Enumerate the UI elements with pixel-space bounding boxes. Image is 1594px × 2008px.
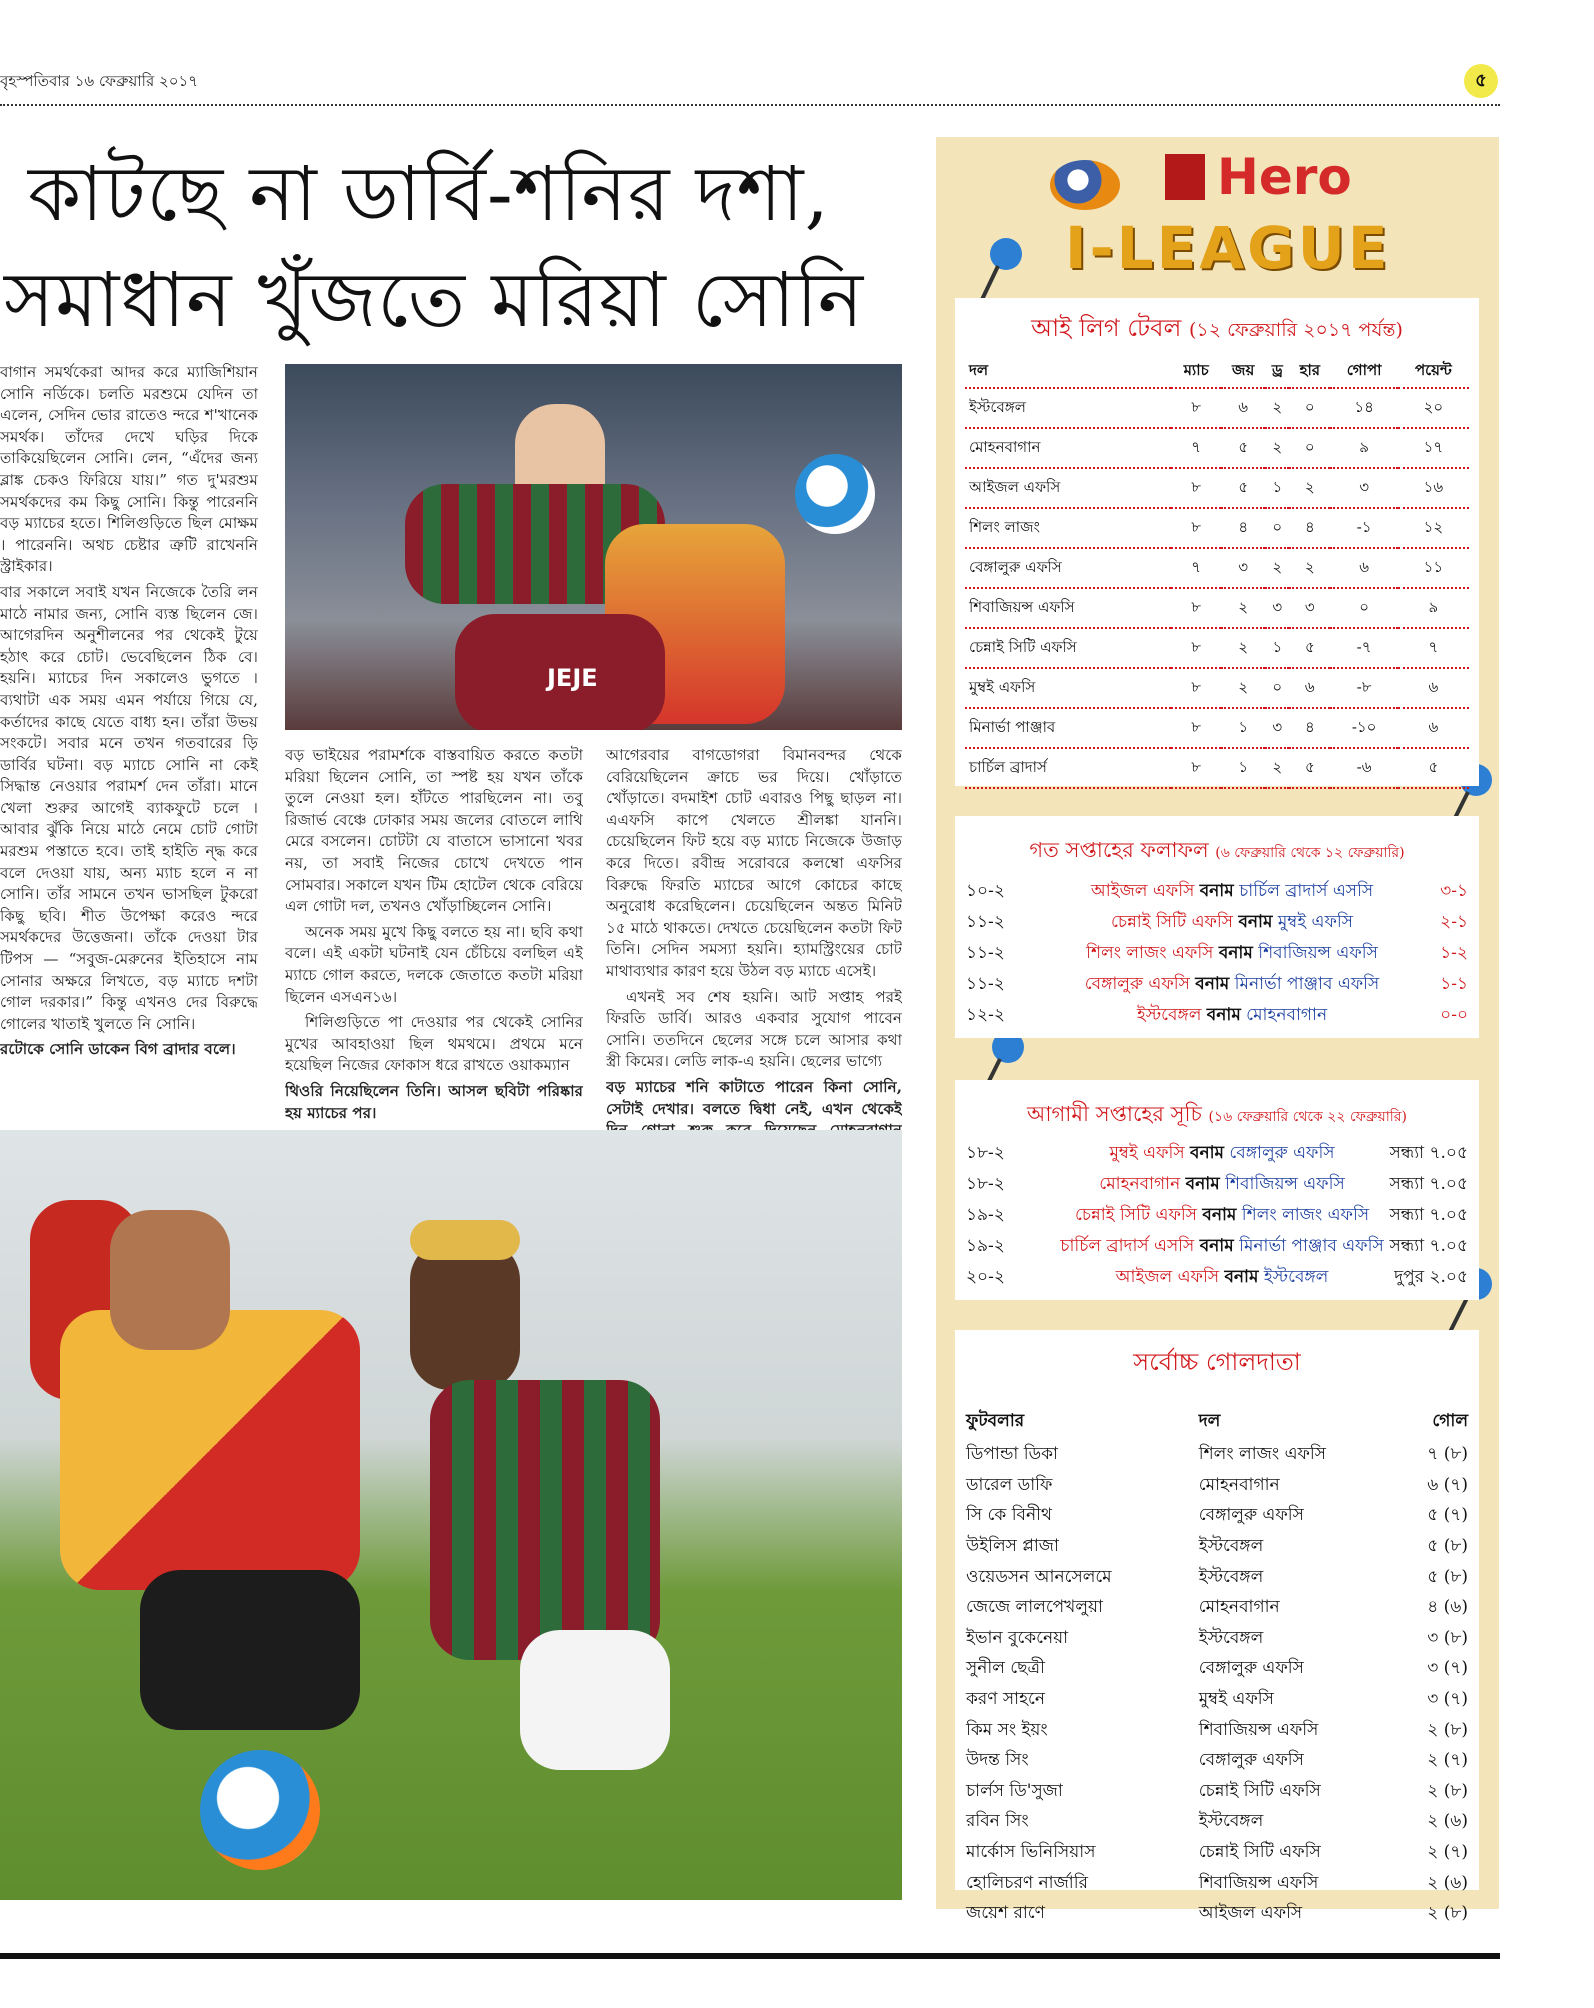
scorers-column-header: গোল xyxy=(1432,1411,1468,1431)
team-name: আইজল এফসি xyxy=(965,468,1171,508)
stat-cell: ০ xyxy=(1265,508,1289,548)
stat-cell: ৮ xyxy=(1171,628,1221,668)
match-date: ১১-২ xyxy=(966,942,1005,963)
away-team: শিবাজিয়ন্স এফসি xyxy=(1258,942,1378,963)
team-name: মোহনবাগান xyxy=(965,428,1171,468)
match-date: ১৮-২ xyxy=(966,1142,1005,1163)
match-teams xyxy=(1057,1138,1387,1169)
team-name: ইস্টবেঙ্গল xyxy=(965,388,1171,428)
stat-cell: ৩ xyxy=(1265,588,1289,628)
match-teams xyxy=(1057,1169,1387,1200)
scorer-row xyxy=(965,1746,1469,1777)
home-team: আইজল এফসি xyxy=(1115,1266,1220,1287)
match-teams xyxy=(1057,1200,1387,1231)
match-teams xyxy=(1057,876,1407,907)
results-subtitle: (৬ ফেব্রুয়ারি থেকে ১২ ফেব্রুয়ারি) xyxy=(1215,845,1405,861)
stat-cell: ৭ xyxy=(1398,628,1469,668)
league-table-column-header: দল xyxy=(965,355,1171,388)
stat-cell: ১৭ xyxy=(1398,428,1469,468)
player-team: শিবাজিয়ন্স এফসি xyxy=(1198,1872,1319,1893)
stat-cell: ২ xyxy=(1265,388,1289,428)
player-team: চেন্নাই সিটি এফসি xyxy=(1198,1780,1321,1801)
player-shorts xyxy=(520,1630,670,1770)
header-divider xyxy=(0,104,1500,106)
stat-cell: -৭ xyxy=(1330,628,1397,668)
player-name: রবিন সিং xyxy=(966,1811,1029,1832)
player-team: শিলং লাজং এফসি xyxy=(1198,1444,1327,1465)
versus-label: বনাম xyxy=(1195,973,1230,994)
home-team: বেঙ্গালুরু এফসি xyxy=(1084,973,1190,994)
table-row xyxy=(965,508,1469,548)
table-row xyxy=(965,468,1469,508)
table-row xyxy=(965,668,1469,708)
player-name: জেজে লালপেখলুয়া xyxy=(966,1597,1103,1618)
football xyxy=(200,1750,320,1870)
league-table xyxy=(965,355,1469,789)
league-table-heading xyxy=(955,310,1479,350)
home-team: ইস্টবেঙ্গল xyxy=(1136,1004,1202,1025)
stat-cell: ১৬ xyxy=(1398,468,1469,508)
fixture-row xyxy=(965,1138,1469,1169)
home-team: চেন্নাই সিটি এফসি xyxy=(1111,911,1234,932)
away-team: মিনার্ভা পাঞ্জাব এফসি xyxy=(1234,973,1380,994)
scorer-row xyxy=(965,1868,1469,1899)
match-date: ১০-২ xyxy=(966,880,1005,901)
match-date: ১২-২ xyxy=(966,1004,1005,1025)
scorer-row xyxy=(965,1838,1469,1869)
league-table-subtitle: (১২ ফেব্রুয়ারি ২০১৭ পর্যন্ত) xyxy=(1188,319,1403,341)
i-league-ball-logo xyxy=(1050,160,1120,210)
player-name: সি কে বিনীথ xyxy=(966,1505,1053,1526)
goal-count: ৬ (৭) xyxy=(1427,1474,1468,1495)
table-row xyxy=(965,748,1469,788)
table-row xyxy=(965,588,1469,628)
football xyxy=(795,454,875,534)
scorer-row xyxy=(965,1715,1469,1746)
page-number: ৫ xyxy=(1464,64,1498,98)
match-score: ১-২ xyxy=(1440,942,1468,963)
home-team: আইজল এফসি xyxy=(1090,880,1195,901)
versus-label: বনাম xyxy=(1199,880,1234,901)
player-eastbengal xyxy=(60,1310,360,1590)
stat-cell: ৬ xyxy=(1289,668,1330,708)
away-team: শিবাজিয়ন্স এফসি xyxy=(1225,1173,1345,1194)
player-team: ইস্টবেঙ্গল xyxy=(1198,1627,1264,1648)
fixture-row xyxy=(965,1200,1469,1231)
team-name: বেঙ্গালুরু এফসি xyxy=(965,548,1171,588)
stat-cell: ৩ xyxy=(1330,468,1397,508)
team-name: চেন্নাই সিটি এফসি xyxy=(965,628,1171,668)
stat-cell: ২ xyxy=(1265,428,1289,468)
scorer-row xyxy=(965,1685,1469,1716)
stat-cell: ৮ xyxy=(1171,388,1221,428)
player-shorts xyxy=(140,1570,360,1730)
versus-label: বনাম xyxy=(1199,1235,1234,1256)
result-row xyxy=(965,876,1469,907)
goal-count: ২ (৬) xyxy=(1427,1872,1468,1893)
stat-cell: ১ xyxy=(1265,628,1289,668)
scorer-row xyxy=(965,1501,1469,1532)
stat-cell: ৪ xyxy=(1289,508,1330,548)
versus-label: বনাম xyxy=(1202,1204,1237,1225)
stat-cell: ৮ xyxy=(1171,668,1221,708)
scorer-row xyxy=(965,1562,1469,1593)
stat-cell: ৯ xyxy=(1398,588,1469,628)
table-row xyxy=(965,628,1469,668)
stat-cell: ২ xyxy=(1221,628,1265,668)
stat-cell: ০ xyxy=(1265,668,1289,708)
kickoff-time: সন্ধ্যা ৭.০৫ xyxy=(1389,1142,1468,1163)
top-scorers-title: সর্বোচ্চ গোলদাতা xyxy=(1133,1348,1301,1376)
result-row xyxy=(965,938,1469,969)
stat-cell: ২ xyxy=(1221,588,1265,628)
match-teams xyxy=(1057,1231,1387,1262)
league-table-column-header: ড্র xyxy=(1265,355,1289,388)
table-row xyxy=(965,428,1469,468)
stat-cell: ২ xyxy=(1221,668,1265,708)
stat-cell: ২ xyxy=(1265,748,1289,788)
stat-cell: ৮ xyxy=(1171,748,1221,788)
stat-cell: ০ xyxy=(1289,428,1330,468)
player-team: মোহনবাগান xyxy=(1198,1597,1280,1618)
i-league-wordmark: I-LEAGUE xyxy=(1065,214,1391,282)
match-score: ১-১ xyxy=(1440,973,1468,994)
player-name: ইভান বুকেনেয়া xyxy=(966,1627,1069,1648)
team-name: চার্চিল ব্রাদার্স xyxy=(965,748,1171,788)
kickoff-time: সন্ধ্যা ৭.০৫ xyxy=(1389,1173,1468,1194)
article-paragraph: বার সকালে সবাই যখন নিজেকে তৈরি লন মাঠে নামার জন্য, সোনি ব্যস্ত ছিলেন জে। আগেরদিন অনুশীলনের পর থেকেই টুয়ে হঠাৎ করে চোট। ভেবেছিলেন ঠিক বে। হয়নি। ম্যাচের দিন সকালেও ভুগতে । ব্যথাটা এক সময় এমন পর্যায়ে গিয়ে যে, কর্তাদের কাছে যেতে বাধ্য হন। তাঁরা উভয় সংকটে। সবার মনে তখন গতবারের ড়ি ডার্বির ঘটনা। বড় ম্যাচে সোনি না কেই সিদ্ধান্ত নেওয়ার পরামর্শ দেন তাঁরা। মানে খেলা শুরুর আগেই ব্যাকফুটে চলে । আবার ঝুঁকি নিয়ে মাঠে নেমে চোট গোটা মরশুম পস্তাতে হবে। তাই হাইতি ন্দ্ধ করে বলে দেওয়া যায়, অন্য ম্যাচ হলে ন না সোনি। তাঁর সামনে তখন ভাসছিল টুকরো কিছু ছবি। শীত উপেক্ষা করেও ন্দরে সমর্থকদের উত্তেজনা। তাঁকে দেওয়া টার টিপস — “সবুজ-মেরুনের ইতিহাসে নাম সোনার অক্ষরে লিখতে, বড় ম্যাচে দশটা গোল দরকার।” কিন্তু এখনও দের বিরুদ্ধে গোলের খাতাই খুলতে নি সোনি। xyxy=(0,582,258,1033)
stat-cell: ৬ xyxy=(1398,708,1469,748)
goal-count: ৫ (৮) xyxy=(1427,1536,1468,1557)
match-score: ২-১ xyxy=(1440,911,1468,932)
fixture-row xyxy=(965,1262,1469,1293)
goal-count: ৩ (৭) xyxy=(1427,1658,1468,1679)
stat-cell: ৩ xyxy=(1265,708,1289,748)
article-paragraph: শিলিগুড়িতে পা দেওয়ার পর থেকেই সোনির মুখের আবহাওয়া ছিল থমথমে। প্রথমে মনে হয়েছিল নিজের ফোকাস ধরে রাখতে ওয়াকম্যান xyxy=(285,1013,583,1075)
scorer-row xyxy=(965,1624,1469,1655)
match-date: ২০-২ xyxy=(966,1266,1005,1287)
top-scorers-table xyxy=(965,1404,1469,1930)
headline-line-2: সমাধান খুঁজতে মরিয়া সোনি xyxy=(4,255,865,344)
player-mohunbagan xyxy=(430,1380,660,1660)
scorers-column-header: ফুটবলার xyxy=(966,1411,1025,1431)
stat-cell: ২ xyxy=(1265,548,1289,588)
table-row xyxy=(965,548,1469,588)
fixtures-heading xyxy=(955,1098,1479,1133)
stat-cell: ৫ xyxy=(1289,748,1330,788)
player-name: উইলিস প্লাজা xyxy=(966,1536,1059,1557)
league-table-column-header: গোপা xyxy=(1330,355,1397,388)
stat-cell: ৪ xyxy=(1221,508,1265,548)
match-score: ০-০ xyxy=(1440,1004,1468,1025)
team-name: শিলং লাজং xyxy=(965,508,1171,548)
stat-cell: ৬ xyxy=(1330,548,1397,588)
stat-cell: ৬ xyxy=(1398,668,1469,708)
stat-cell: ৫ xyxy=(1221,468,1265,508)
player-team: শিবাজিয়ন্স এফসি xyxy=(1198,1719,1319,1740)
article-paragraph: এখনই সব শেষ হয়নি। আট সপ্তাহ পরই ফিরতি ডার্বি। আরও একবার সুযোগ পাবেন সোনি। ততদিনে ছেলের সঙ্গে চলে আসার কথা স্ত্রী কিমের। লেডি লাক-এ হয়নি। ছেলের ভাগ্যে xyxy=(606,987,902,1071)
goal-count: ২ (৮) xyxy=(1427,1719,1468,1740)
goal-count: ৩ (৮) xyxy=(1427,1627,1468,1648)
stat-cell: ৩ xyxy=(1221,548,1265,588)
match-date: ১৮-২ xyxy=(966,1173,1005,1194)
stat-cell: ৮ xyxy=(1171,508,1221,548)
versus-label: বনাম xyxy=(1206,1004,1241,1025)
stat-cell: ১ xyxy=(1221,708,1265,748)
player-team: বেঙ্গালুরু এফসি xyxy=(1198,1505,1304,1526)
result-row xyxy=(965,907,1469,938)
scorer-row xyxy=(965,1532,1469,1563)
stat-cell: ২০ xyxy=(1398,388,1469,428)
league-table-column-header: জয় xyxy=(1221,355,1265,388)
away-team: চার্চিল ব্রাদার্স এসসি xyxy=(1239,880,1374,901)
player-team: মোহনবাগান xyxy=(1198,1474,1280,1495)
stat-cell: ১ xyxy=(1265,468,1289,508)
match-date: ১১-২ xyxy=(966,911,1005,932)
goal-count: ৪ (৬) xyxy=(1427,1597,1468,1618)
results-title: গত সপ্তাহের ফলাফল xyxy=(1029,838,1209,862)
stat-cell: ৭ xyxy=(1171,428,1221,468)
player-name: চার্লস ডি'সুজা xyxy=(966,1780,1063,1801)
article-paragraph: আগেরবার বাগডোগরা বিমানবন্দর থেকে বেরিয়েছিলেন ক্রাচে ভর দিয়ে। খোঁড়াতে খোঁড়াতে। বদমাইশ চোট এবারও পিছু ছাড়ল না। এএফসি কাপে খেলতে শ্রীলঙ্কা যাননি। চেয়েছিলেন ফিট হয়ে বড় ম্যাচে নিজেকে উজাড় করে দিতে। রবীন্দ্র সরোবরে কলম্বো এফসির বিরুদ্ধে ফিরতি ম্যাচের আগে কোচের কাছে অনুরোধ করেছিলেন। চেয়েছিলেন অন্তত মিনিট ১৫ মাঠে থাকতে। দেখতে চেয়েছিলেন কতটা ফিট তিনি। সেদিন সমস্যা হয়নি। হ্যামস্ট্রিংয়ের চোট মাথাব্যথার কারণ হয়ে উঠল বড় ম্যাচে এসেই। xyxy=(606,746,902,980)
away-team: মুম্বই এফসি xyxy=(1277,911,1353,932)
article-column-3 xyxy=(606,745,902,1165)
fixtures-table xyxy=(965,1138,1469,1293)
player-team: চেন্নাই সিটি এফসি xyxy=(1198,1842,1321,1863)
team-name: মুম্বই এফসি xyxy=(965,668,1171,708)
stat-cell: ৬ xyxy=(1221,388,1265,428)
article-bold-line: থিওরি নিয়েছিলেন তিনি। আসল ছবিটা পরিষ্কার হয় ম্যাচের পর। xyxy=(285,1081,583,1122)
article-paragraph: বড় ভাইয়ের পরামর্শকে বাস্তবায়িত করতে কতটা মরিয়া ছিলেন সোনি, তা স্পষ্ট হয় যখন তাঁকে তুলে নেওয়া হল। হাঁটতে পারছিলেন না। তবু রিজার্ভ বেঞ্চে ঢোকার সময় জলের বোতলে লাথি মেরে বসলেন। চোটটা যে বাতাসে ভাসানো খবর নয়, তা সবাই নিজের চোখে দেখতে পান সোমবার। সকালে যখন টিম হোটেল থেকে বেরিয়ে এল গোটা দল, তখনও খোঁড়াচ্ছিলেন সোনি। xyxy=(285,746,583,916)
result-row xyxy=(965,1000,1469,1031)
home-team: মুম্বই এফসি xyxy=(1109,1142,1185,1163)
fixtures-subtitle: (১৬ ফেব্রুয়ারি থেকে ২২ ফেব্রুয়ারি) xyxy=(1208,1109,1407,1125)
league-table-column-header: পয়েন্ট xyxy=(1398,355,1469,388)
scorer-row xyxy=(965,1593,1469,1624)
match-date: ১১-২ xyxy=(966,973,1005,994)
match-photo-derby-header xyxy=(285,364,902,730)
stat-cell: ৭ xyxy=(1171,548,1221,588)
stat-cell: ৫ xyxy=(1289,628,1330,668)
goal-count: ৫ (৭) xyxy=(1427,1505,1468,1526)
versus-label: বনাম xyxy=(1185,1173,1220,1194)
kickoff-time: সন্ধ্যা ৭.০৫ xyxy=(1389,1204,1468,1225)
player-name: মার্কোস ভিনিসিয়াস xyxy=(966,1842,1096,1863)
article-bold-line: রটোকে সোনি ডাকেন বিগ ব্রাদার বলে। xyxy=(0,1040,236,1059)
results-table xyxy=(965,876,1469,1031)
versus-label: বনাম xyxy=(1224,1266,1259,1287)
player-team: বেঙ্গালুরু এফসি xyxy=(1198,1658,1304,1679)
match-teams xyxy=(1057,907,1407,938)
goal-count: ২ (৮) xyxy=(1427,1903,1468,1924)
article-column-2 xyxy=(285,745,583,1165)
league-table-header xyxy=(965,355,1469,388)
stat-cell: ১২ xyxy=(1398,508,1469,548)
home-team: শিলং লাজং এফসি xyxy=(1086,942,1214,963)
stat-cell: ১ xyxy=(1221,748,1265,788)
stat-cell: ০ xyxy=(1289,388,1330,428)
player-head xyxy=(410,1240,520,1390)
hero-mark-icon xyxy=(1165,154,1205,200)
player-name: জয়েশ রাণে xyxy=(966,1903,1045,1924)
match-date: ১৯-২ xyxy=(966,1235,1005,1256)
stat-cell: ১১ xyxy=(1398,548,1469,588)
article-column-1 xyxy=(0,362,258,1152)
stat-cell: -১০ xyxy=(1330,708,1397,748)
scorer-row xyxy=(965,1899,1469,1930)
match-photo-duel xyxy=(0,1130,902,1900)
player-team: আইজল এফসি xyxy=(1198,1903,1303,1924)
away-team: ইস্টবেঙ্গল xyxy=(1263,1266,1329,1287)
versus-label: বনাম xyxy=(1218,942,1253,963)
match-score: ৩-১ xyxy=(1440,880,1468,901)
stat-cell: -৮ xyxy=(1330,668,1397,708)
table-row xyxy=(965,388,1469,428)
team-name: মিনার্ভা পাঞ্জাব xyxy=(965,708,1171,748)
player-name: ডিপান্ডা ডিকা xyxy=(966,1444,1058,1465)
match-teams xyxy=(1057,938,1407,969)
scorers-column-header: দল xyxy=(1198,1411,1221,1431)
goal-count: ২ (৭) xyxy=(1427,1750,1468,1771)
match-teams xyxy=(1057,969,1407,1000)
stat-cell: ৯ xyxy=(1330,428,1397,468)
stat-cell: ২ xyxy=(1289,548,1330,588)
table-row xyxy=(965,708,1469,748)
player-head xyxy=(110,1210,230,1350)
player-team: ইস্টবেঙ্গল xyxy=(1198,1566,1264,1587)
jersey-name: JEJE xyxy=(547,664,598,692)
goal-count: ৫ (৮) xyxy=(1427,1566,1468,1587)
stat-cell: -১ xyxy=(1330,508,1397,548)
player-team: মুম্বই এফসি xyxy=(1198,1689,1274,1710)
player-team: বেঙ্গালুরু এফসি xyxy=(1198,1750,1304,1771)
goal-count: ২ (৬) xyxy=(1427,1811,1468,1832)
article-bold-line: বড় ম্যাচের শনি কাটাতে পারেন কিনা সোনি, সেটাই দেখার। বলতে দ্বিধা নেই, এখন থেকেই xyxy=(606,1077,902,1118)
home-team: মোহনবাগান xyxy=(1099,1173,1181,1194)
issue-date: বৃহস্পতিবার ১৬ ফেব্রুয়ারি ২০১৭ xyxy=(0,72,198,90)
player-name: কিম সং ইয়ং xyxy=(966,1719,1048,1740)
match-teams xyxy=(1057,1000,1407,1031)
top-scorers-header xyxy=(965,1404,1469,1440)
scorer-row xyxy=(965,1654,1469,1685)
player-name: করণ সাহনে xyxy=(966,1689,1045,1710)
scorer-row xyxy=(965,1440,1469,1471)
stat-cell: ৮ xyxy=(1171,708,1221,748)
result-row xyxy=(965,969,1469,1000)
stat-cell: ১৪ xyxy=(1330,388,1397,428)
goal-count: ৩ (৭) xyxy=(1427,1689,1468,1710)
versus-label: বনাম xyxy=(1190,1142,1224,1163)
league-table-column-header: ম্যাচ xyxy=(1171,355,1221,388)
stat-cell: ৩ xyxy=(1289,588,1330,628)
kickoff-time: দুপুর ২.০৫ xyxy=(1394,1266,1468,1287)
player-name: সুনীল ছেত্রী xyxy=(966,1658,1045,1679)
away-team: শিলং লাজং এফসি xyxy=(1241,1204,1370,1225)
stat-cell: ৪ xyxy=(1289,708,1330,748)
scorer-row xyxy=(965,1471,1469,1502)
home-team: চেন্নাই সিটি এফসি xyxy=(1074,1204,1197,1225)
goal-count: ২ (৭) xyxy=(1427,1842,1468,1863)
team-name: শিবাজিয়ন্স এফসি xyxy=(965,588,1171,628)
stat-cell: ৮ xyxy=(1171,468,1221,508)
stat-cell: ৫ xyxy=(1221,428,1265,468)
versus-label: বনাম xyxy=(1238,911,1273,932)
hero-logo xyxy=(1165,148,1352,206)
match-date: ১৯-২ xyxy=(966,1204,1005,1225)
headline-line-1: কাটছে না ডার্বি-শনির দশা, xyxy=(28,149,830,238)
article-paragraph: বাগান সমর্থকেরা আদর করে ম্যাজিশিয়ান সোনি নর্ডিকে। চলতি মরশুমে যেদিন তা এলেন, সেদিন ভোর রাতেও ন্দরে শ'খানেক সমর্থক। তাঁদের দেখে ঘড়ির দিকে তাকিয়েছিলেন সোনি। লেন, “এঁদের জন্য ব্লাঙ্ক চেকও ফিরিয়ে যায়।” গত দু'মরশুম সমর্থকদের কম কিছু সোনি। কিন্তু পারেননি বড় ম্যাচের হতে। শিলিগুড়িতে ছিল মোক্ষম । পারেননি। অথচ চেষ্টার ত্রুটি রাখেননি স্ট্রাইকার। xyxy=(0,363,258,576)
player-name: উদন্ত সিং xyxy=(966,1750,1029,1771)
footer-rule xyxy=(0,1953,1500,1959)
kickoff-time: সন্ধ্যা ৭.০৫ xyxy=(1389,1235,1468,1256)
stat-cell: ৫ xyxy=(1398,748,1469,788)
fixture-row xyxy=(965,1231,1469,1262)
results-heading xyxy=(955,834,1479,869)
league-table-title: আই লিগ টেবল xyxy=(1031,314,1182,342)
player-hair xyxy=(410,1220,520,1260)
hero-wordmark: Hero xyxy=(1217,148,1352,206)
scorer-row xyxy=(965,1807,1469,1838)
stat-cell: -৬ xyxy=(1330,748,1397,788)
scorer-row xyxy=(965,1777,1469,1808)
league-table-column-header: হার xyxy=(1289,355,1330,388)
player-name: ডারেল ডাফি xyxy=(966,1474,1053,1495)
article-paragraph: অনেক সময় মুখে কিছু বলতে হয় না। ছবি কথা বলে। এই একটা ঘটনাই যেন চেঁচিয়ে বলছিল এই ম্যাচে গোল করতে, দলকে জেতাতে কতটা মরিয়া ছিলেন এসএন১৬। xyxy=(285,922,583,1006)
home-team: চার্চিল ব্রাদার্স এসসি xyxy=(1060,1235,1195,1256)
stat-cell: ২ xyxy=(1289,468,1330,508)
player-team: ইস্টবেঙ্গল xyxy=(1198,1536,1264,1557)
match-teams xyxy=(1057,1262,1387,1293)
away-team: মিনার্ভা পাঞ্জাব এফসি xyxy=(1239,1235,1384,1256)
fixtures-title: আগামী সপ্তাহের সূচি xyxy=(1027,1102,1202,1126)
goal-count: ২ (৮) xyxy=(1427,1780,1468,1801)
stat-cell: ০ xyxy=(1330,588,1397,628)
player-name: ওয়েডসন আনসেলমে xyxy=(966,1566,1112,1587)
fixture-row xyxy=(965,1169,1469,1200)
stat-cell: ৮ xyxy=(1171,588,1221,628)
player-name: হোলিচরণ নার্জারি xyxy=(966,1872,1088,1893)
away-team: মোহনবাগান xyxy=(1246,1004,1328,1025)
goal-count: ৭ (৮) xyxy=(1427,1444,1468,1465)
player-team: ইস্টবেঙ্গল xyxy=(1198,1811,1264,1832)
away-team: বেঙ্গালুরু এফসি xyxy=(1229,1142,1335,1163)
